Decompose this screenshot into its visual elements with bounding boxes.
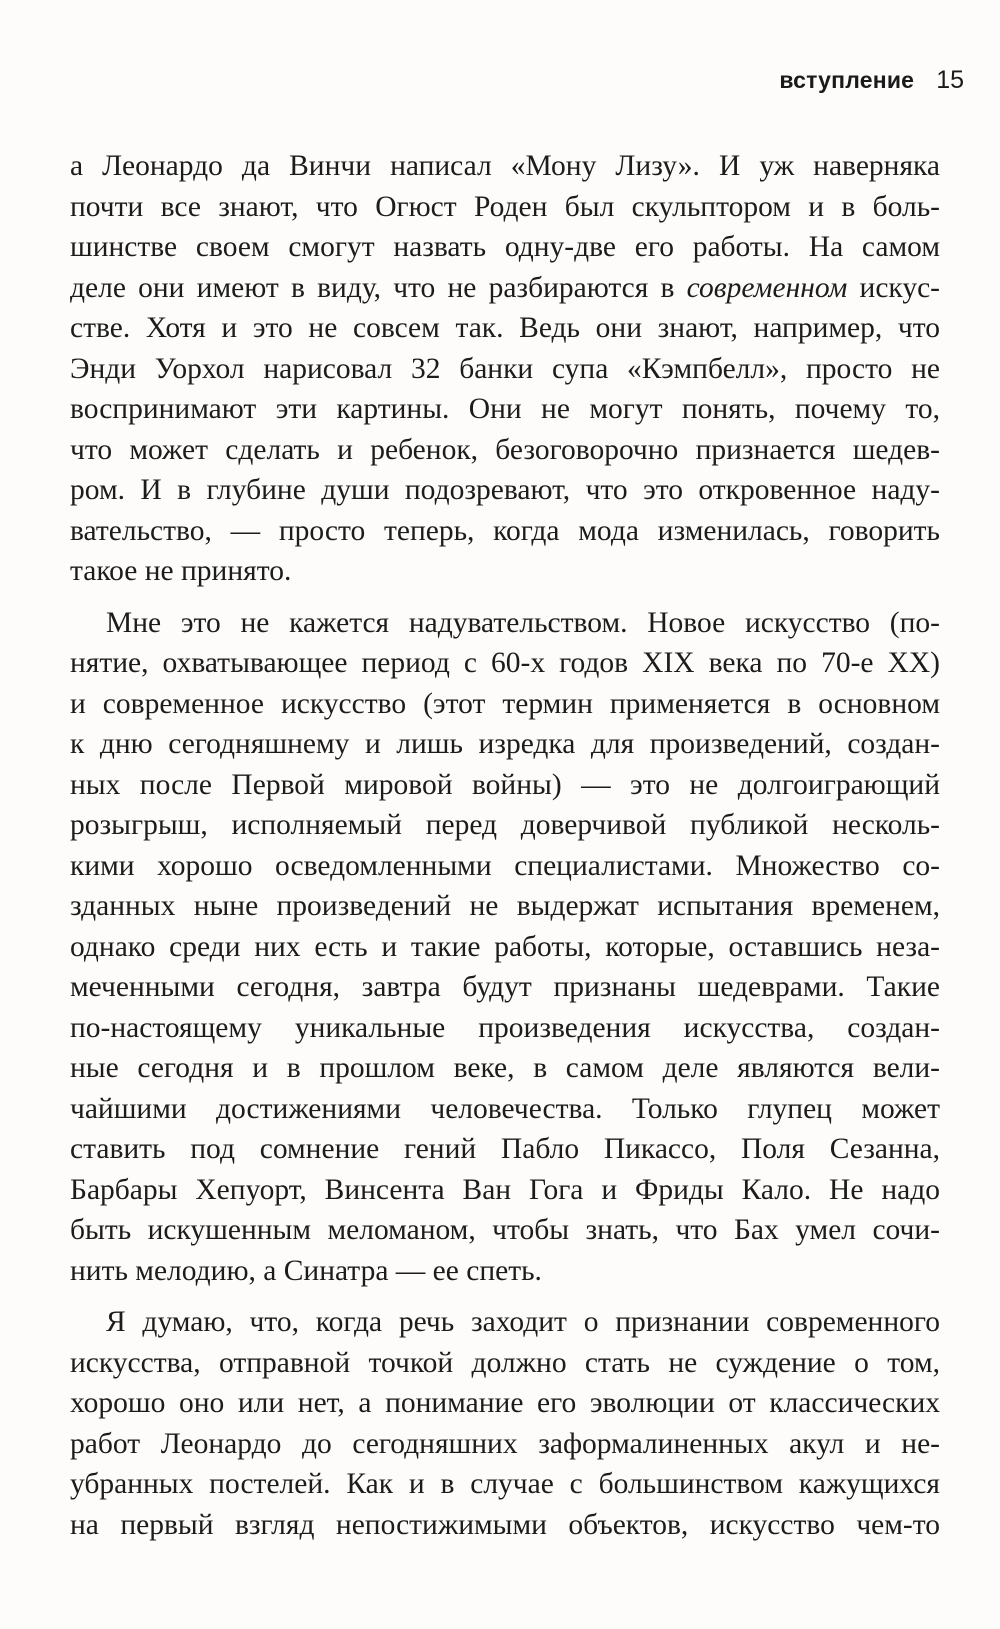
text-line: искусства, отправной точкой должно стать не суждение о том, <box>70 1346 940 1379</box>
paragraph-2 <box>70 603 940 1292</box>
text-line: меченными сегодня, завтра будут признаны шедеврами. Такие <box>70 971 940 1003</box>
text-line: воспринимают эти картины. Они не могут понять, почему то, <box>70 393 940 425</box>
text-line: Барбары Хепуорт, Винсента Ван Гога и Фриды Кало. Не надо <box>70 1173 940 1206</box>
text-line: шинстве своем смогут назвать одну-две его работы. На самом <box>70 231 940 263</box>
running-header <box>779 66 964 95</box>
text-line: почти все знают, что Огюст Роден был скульптором и в боль- <box>70 190 940 223</box>
text-line: и современное искусство (этот термин применяется в основном <box>70 687 940 720</box>
paragraph-1 <box>70 146 940 592</box>
text-line: ром. И в глубине души подозревают, что это откровенное наду- <box>70 474 940 506</box>
text-line: что может сделать и ребенок, безоговорочно признается шедев- <box>70 433 940 466</box>
text-line: на первый взгляд непостижимыми объектов, искусство чем-то <box>70 1508 940 1541</box>
italic-word: современном <box>686 271 848 304</box>
text-line: Мне это не кажется надувательством. Новое искусство (по- <box>106 606 940 639</box>
text-line: однако среди них есть и такие работы, которые, оставшись неза- <box>70 930 940 963</box>
text-line: работ Леонардо до сегодняшних заформалиненных акул и не- <box>70 1427 940 1460</box>
body-text <box>70 146 940 1545</box>
text-line: ставить под сомнение гений Пабло Пикассо, Поля Сезанна, <box>70 1133 940 1165</box>
section-title: вступление <box>779 67 915 93</box>
text-line: зданных ныне произведений не выдержат испытания временем, <box>70 890 940 922</box>
paragraph-3 <box>70 1302 940 1545</box>
text-line: нить мелодию, а Синатра — ее спеть. <box>70 1254 542 1287</box>
text-line: стве. Хотя и это не совсем так. Ведь они знают, например, что <box>70 312 940 344</box>
text-line-with-italic <box>70 268 940 309</box>
text-line: Энди Уорхол нарисовал 32 банки супа «Кэмпбелл», просто не <box>70 352 940 385</box>
text-line: вательство, — просто теперь, когда мода изменилась, говорить <box>70 514 940 547</box>
text-line: Я думаю, что, когда речь заходит о признании современного <box>106 1306 940 1338</box>
text-line: нятие, охватывающее период с 60-х годов XIX века по 70-е XX) <box>70 647 940 679</box>
text-line: такое не принято. <box>70 555 292 587</box>
text-segment: деле они имеют в виду, что не разбираются в <box>70 271 687 304</box>
text-line: к дню сегодняшнему и лишь изредка для произведений, создан- <box>70 728 940 760</box>
text-line: а Леонардо да Винчи написал «Мону Лизу». И уж наверняка <box>70 150 940 182</box>
text-line: розыгрыш, исполняемый перед доверчивой публикой несколь- <box>70 809 940 841</box>
text-line: ные сегодня и в прошлом веке, в самом деле являются вели- <box>70 1052 940 1084</box>
text-line: по-настоящему уникальные произведения искусства, создан- <box>70 1011 940 1044</box>
text-line: чайшими достижениями человечества. Только глупец может <box>70 1092 940 1125</box>
text-line: убранных постелей. Как и в случае с большинством кажущихся <box>70 1468 940 1500</box>
text-segment: искус- <box>847 271 940 304</box>
page-number: 15 <box>936 66 964 94</box>
text-line: хорошо оно или нет, а понимание его эволюции от классических <box>70 1387 940 1419</box>
text-line: кими хорошо осведомленными специалистами. Множество со- <box>70 849 940 882</box>
text-line: быть искушенным меломаном, чтобы знать, что Бах умел сочи- <box>70 1214 940 1246</box>
text-line: ных после Первой мировой войны) — это не долгоиграющий <box>70 768 940 801</box>
